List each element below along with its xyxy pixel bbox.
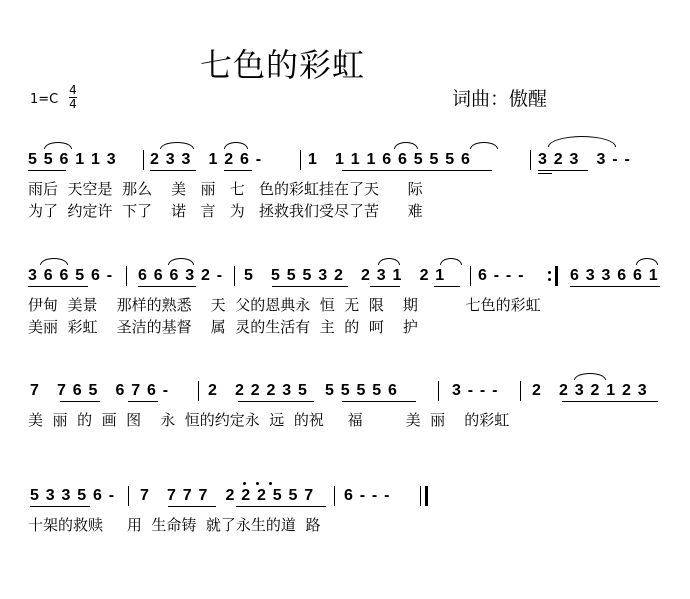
measure: 3 6 6 5 6 - <box>28 267 114 284</box>
measure: 5 3 3 5 6 - <box>30 487 116 504</box>
lyric-line-1: 美 丽 的 画 图 永 恒的约定永 远 的祝 福 美 丽 的彩虹 <box>28 411 510 429</box>
measure: 7 7 6 5 6 7 6 - <box>30 382 170 399</box>
measure: 6 - - - <box>344 487 391 504</box>
lyric-line-1: 十架的救赎 用 生命铸 就了永生的道 路 <box>28 516 321 534</box>
measure: 1 1 1 1 6 6 5 5 5 6 <box>308 151 472 168</box>
staff-row-4 <box>0 486 690 586</box>
measure: 5 5 5 5 3 2 2 3 1 2 1 <box>244 267 446 284</box>
key-signature: 1=C <box>30 92 59 107</box>
staff-row-2 <box>0 266 690 366</box>
measure: 6 3 3 6 6 1 <box>570 267 659 284</box>
lyric-line-2: 美丽 彩虹 圣洁的基督 属 灵的生活有 主 的 呵 护 <box>28 318 418 336</box>
measure: 3 2 3 3 - - <box>538 151 631 168</box>
measure: 2 2 2 2 3 5 5 5 5 5 6 <box>208 382 399 399</box>
time-signature <box>69 84 77 111</box>
measure: 6 6 6 3 2 - <box>138 267 224 284</box>
staff-row-1 <box>0 150 690 250</box>
lyric-line-1: 雨后 天空是 那么 美 丽 七 色的彩虹挂在了天 际 <box>28 180 423 198</box>
measure: 3 - - - <box>452 382 499 399</box>
time-sig-top: 4 <box>69 83 77 97</box>
measure: 5 5 6 1 1 3 <box>28 151 117 168</box>
lyric-line-1: 伊甸 美景 那样的熟悉 天 父的恩典永 恒 无 限 期 七色的彩虹 <box>28 296 541 314</box>
time-sig-bottom: 4 <box>69 97 77 111</box>
measure: 2 2 3 2 1 2 3 <box>532 382 648 399</box>
song-title: 七色的彩虹 <box>200 46 366 84</box>
measure: 7 7 7 7 2 2 2 5 5 7 <box>140 487 315 504</box>
credits: 词曲：傲醒 <box>452 88 548 110</box>
lyric-line-2: 为了 约定许 下了 诺 言 为 拯救我们受尽了苦 难 <box>28 202 423 220</box>
measure: 6 - - - <box>478 267 525 284</box>
measure: 2 3 3 1 2 6 - <box>150 151 263 168</box>
staff-row-3 <box>0 381 690 481</box>
